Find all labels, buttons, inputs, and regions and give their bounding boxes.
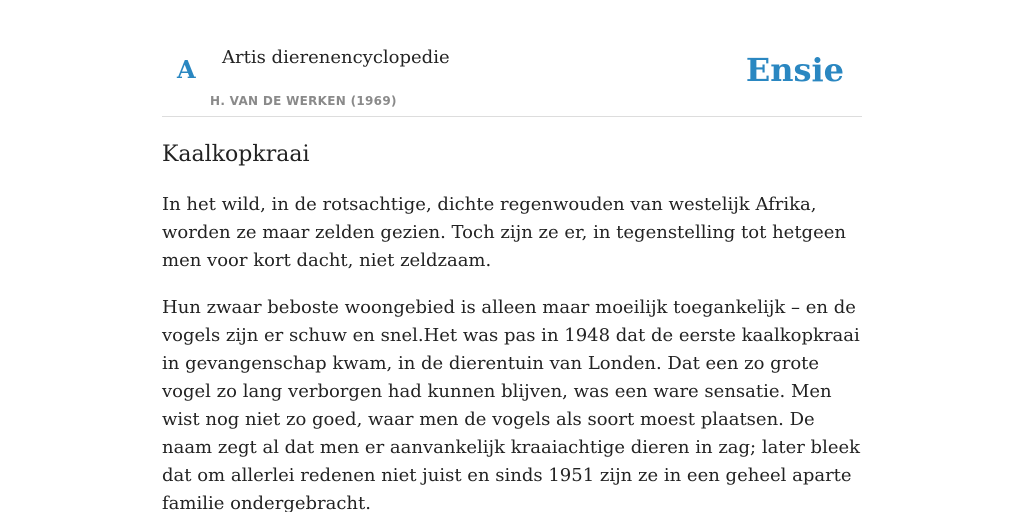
book-letter-icon[interactable]: A <box>177 55 196 84</box>
entry-content <box>162 136 862 512</box>
entry-paragraph: In het wild, in de rotsachtige, dichte regenwouden van westelijk Afrika, worden ze maar zelden gezien. Toch zijn ze er, in tegenstelling tot hetgeen men voor kort dacht, niet zeldzaam. <box>162 194 846 271</box>
book-title-link[interactable]: Artis dierenencyclopedie <box>222 47 450 68</box>
ensie-logo-link[interactable]: Ensie <box>745 51 844 89</box>
book-author: H. VAN DE WERKEN (1969) <box>210 94 397 108</box>
entry-paragraph: Hun zwaar beboste woongebied is alleen maar moeilijk toegankelijk – en de vogels zijn er schuw en snel.Het was pas in 1948 dat de eerste kaalkopkraai in gevangenschap kwam, in de dierentuin van Londen. Dat een zo grote vogel zo lang verborgen had kunnen blijven, was een ware sensatie. Men wist nog niet zo goed, waar men de vogels als soort moest plaatsen. De naam zegt al dat men er aanvankelijk kraaiachtige dieren in zag; later bleek dat om allerlei redenen niet juist en sinds 1951 zijn ze in een geheel aparte familie ondergebracht. <box>162 297 861 512</box>
book-header <box>162 0 862 117</box>
entry-title: Kaalkopkraai <box>162 142 310 167</box>
